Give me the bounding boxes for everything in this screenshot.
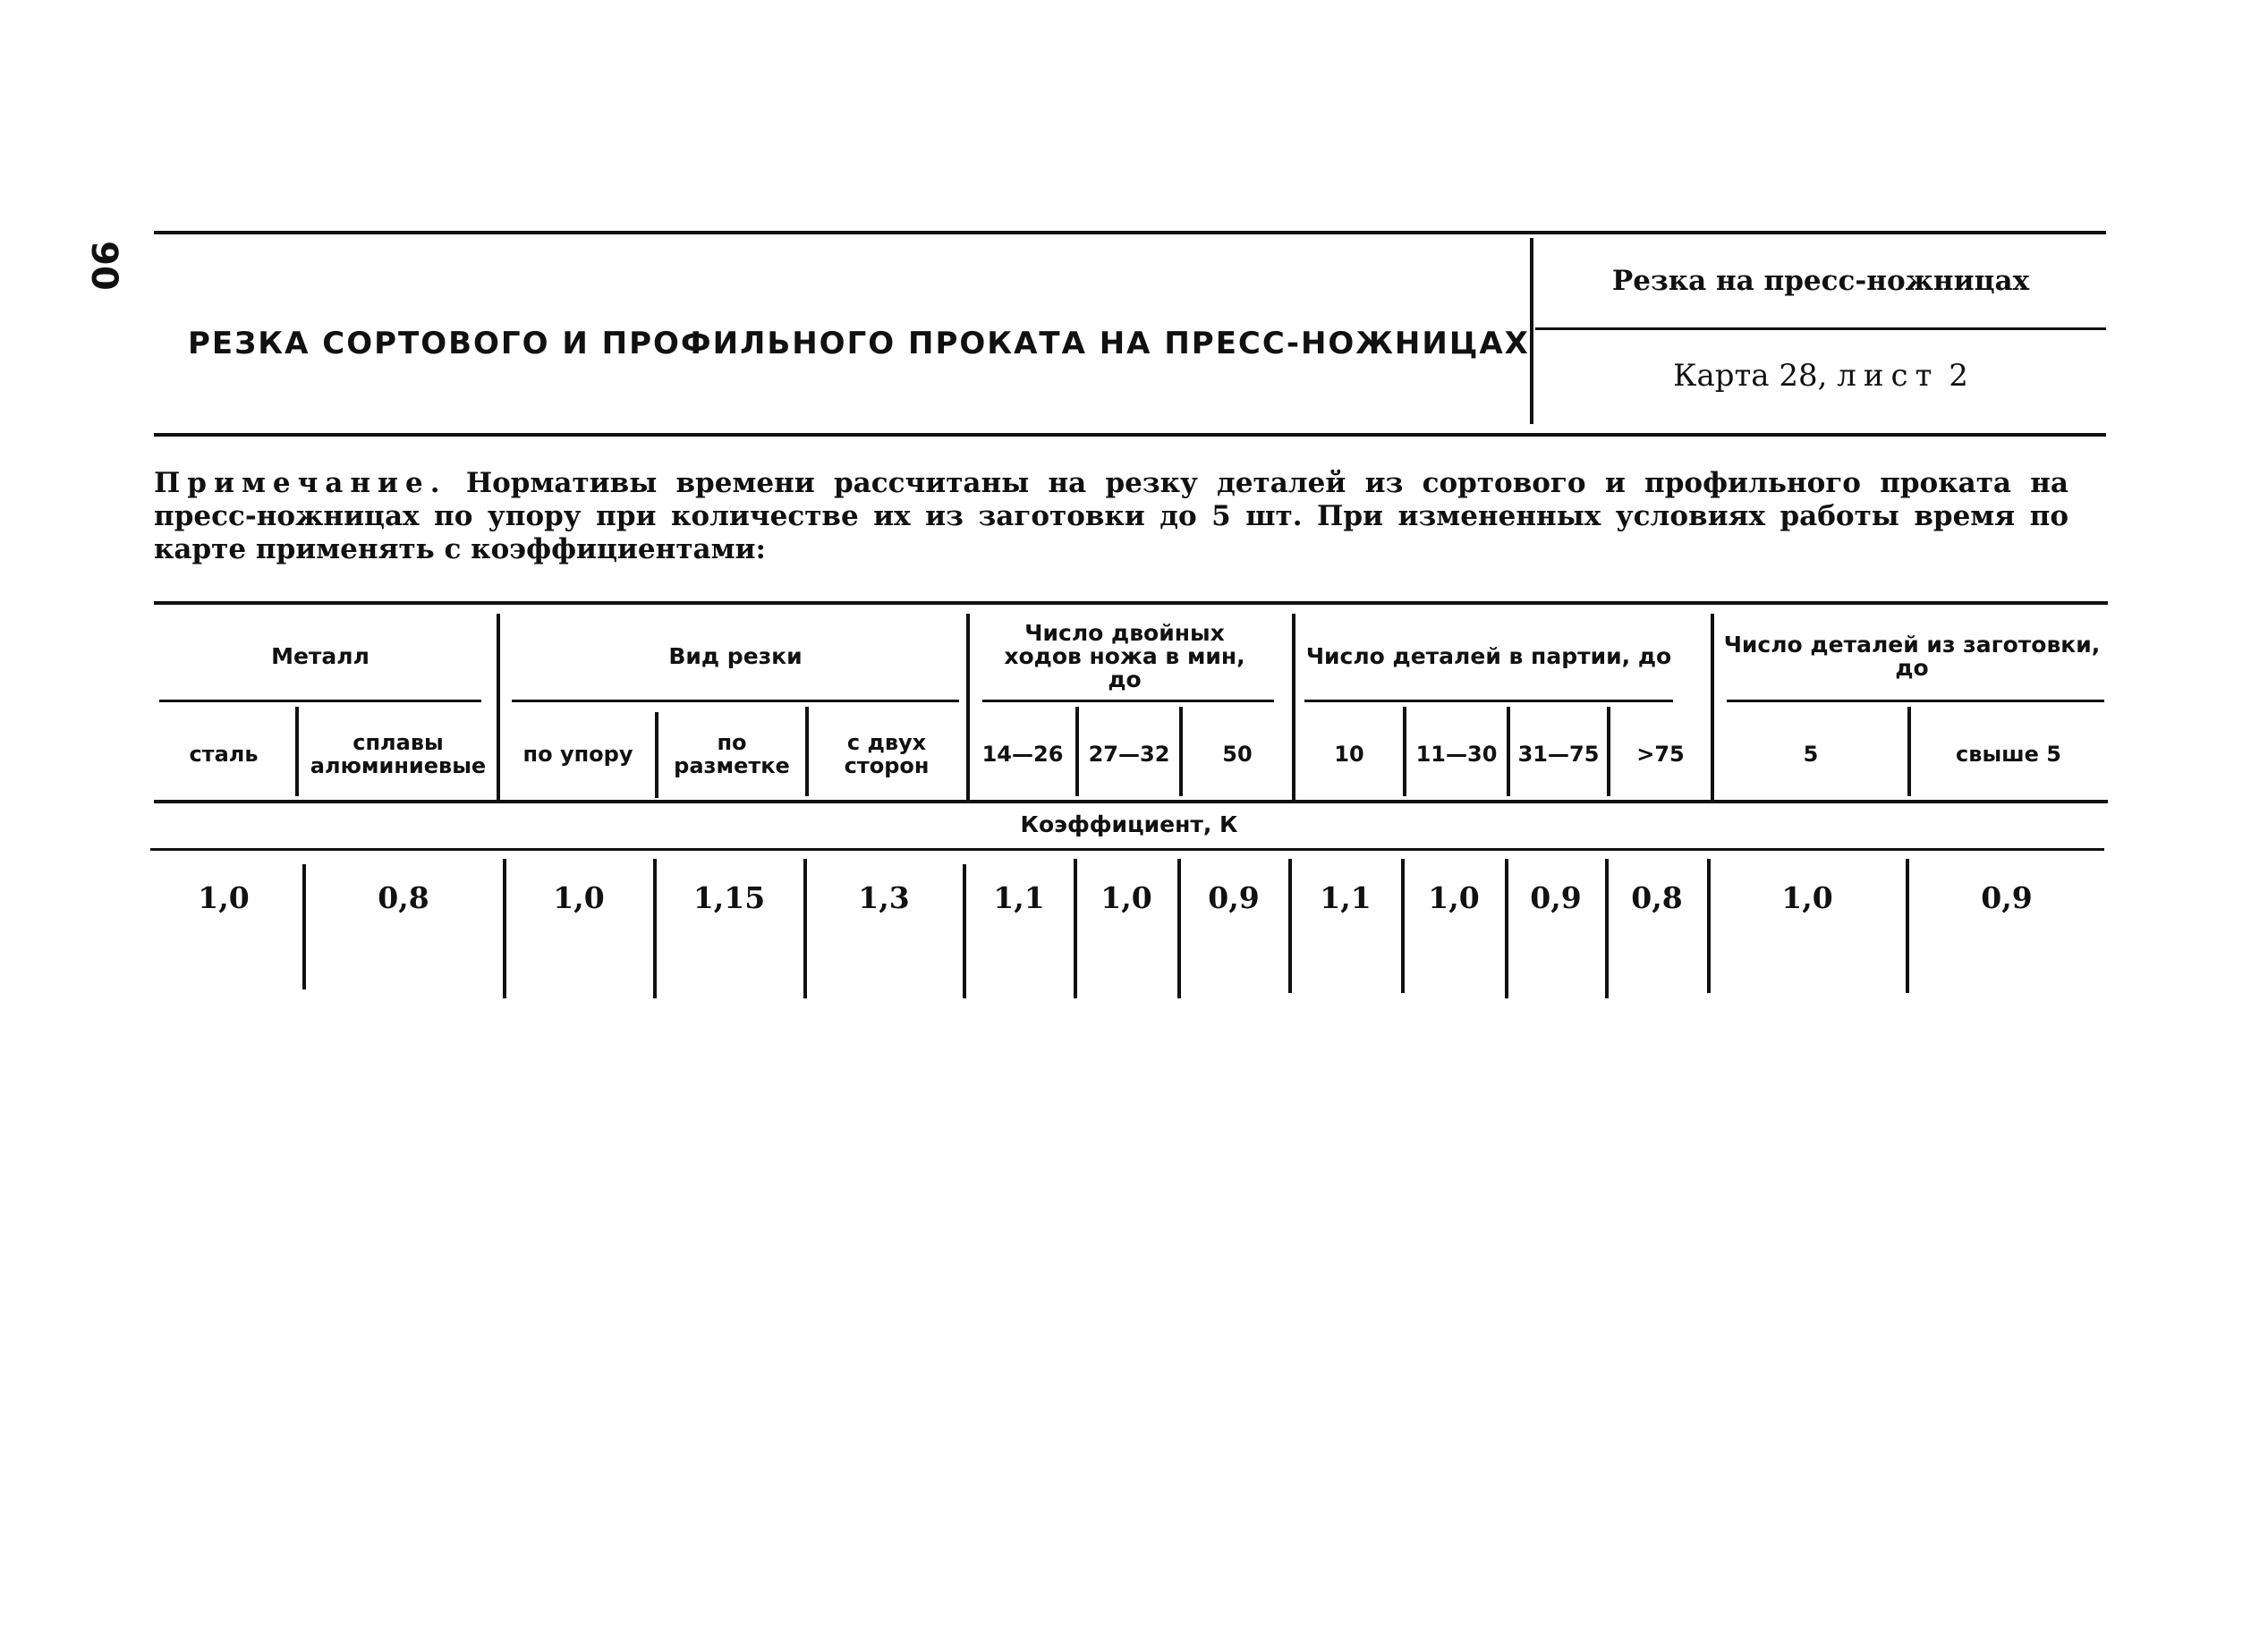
sub-sep-batch-3 [1607, 707, 1610, 796]
subheader-by-marking: по разметке [674, 730, 790, 778]
subheader-batch-31-75: 31—75 [1517, 742, 1600, 767]
value-parts-over-5: 0,9 [1981, 880, 2033, 915]
card-reference [1535, 358, 2106, 394]
subheader-strokes-50: 50 [1222, 742, 1253, 767]
subheader-two-sides: с двух сторон [844, 730, 930, 778]
header-bottom-rule [154, 433, 2106, 437]
value-parts-5: 1,0 [1781, 880, 1833, 915]
value-strokes-14-26: 1,1 [993, 880, 1045, 915]
section-title: Резка на пресс-ножницах [1611, 265, 2030, 297]
table-top-rule [154, 601, 2108, 605]
sub-sep-cut-1 [655, 712, 658, 798]
group-header-parts-per-blank: Число деталей из заготовки, до [1723, 632, 2101, 681]
group-sep-2 [966, 614, 970, 800]
sub-sep-cut-2 [805, 707, 809, 796]
sub-sep-blank [1907, 707, 1911, 796]
subheader-steel: сталь [189, 742, 259, 767]
sub-sep-batch-1 [1403, 707, 1406, 796]
value-by-stop: 1,0 [553, 880, 605, 915]
group-header-cut-type: Вид резки [668, 643, 803, 669]
subheader-aluminium-alloys: сплавы алюминиевые [310, 730, 487, 778]
coefficient-bottom-rule [150, 848, 2104, 851]
value-by-marking: 1,15 [692, 880, 766, 915]
group-sep-1 [497, 614, 500, 800]
card-sheet-word: лист [1837, 358, 1940, 394]
page-title: РЕЗКА СОРТОВОГО И ПРОФИЛЬНОГО ПРОКАТА НА ПРЕСС-НОЖНИЦАХ [188, 326, 1530, 361]
sub-sep-strokes-2 [1179, 707, 1183, 796]
group-underline-blank [1727, 700, 2104, 702]
value-steel: 1,0 [198, 880, 250, 915]
value-strokes-27-32: 1,0 [1100, 880, 1152, 915]
group-underline-metal [159, 700, 481, 702]
group-underline-strokes [982, 700, 1274, 702]
group-underline-batch [1304, 700, 1673, 702]
subheader-batch-10: 10 [1334, 742, 1364, 767]
value-batch-10: 1,1 [1320, 880, 1372, 915]
group-underline-cut [512, 700, 959, 702]
value-batch-31-75: 0,9 [1530, 880, 1582, 915]
value-two-sides: 1,3 [858, 880, 910, 915]
group-header-metal: Металл [271, 643, 370, 669]
sub-sep-strokes-1 [1075, 707, 1079, 796]
subheader-parts-5: 5 [1803, 742, 1819, 767]
group-sep-3 [1292, 614, 1295, 800]
sub-sep-metal [295, 707, 299, 796]
subheader-parts-over-5: свыше 5 [1956, 742, 2061, 767]
page-number: 90 [82, 241, 124, 291]
table-header-bottom-rule [154, 800, 2108, 803]
note-text: Нормативы времени рассчитаны на резку деталей из сортового и профильного проката на пресс-ножницах по упору при количестве их из заготовки до 5 шт. При измененных условиях работы время по карте применять с коэффициентами: [154, 467, 2069, 565]
value-batch-over-75: 0,8 [1631, 880, 1683, 915]
value-sep-9 [1401, 859, 1405, 993]
subheader-strokes-14-26: 14—26 [981, 742, 1064, 767]
card-prefix: Карта 28, [1673, 358, 1828, 394]
header-top-rule [154, 231, 2106, 234]
sub-sep-batch-2 [1507, 707, 1510, 796]
value-aluminium-alloys: 0,8 [378, 880, 429, 915]
value-sep-12 [1707, 859, 1711, 993]
subheader-batch-over-75: >75 [1636, 742, 1685, 767]
coefficient-label: Коэффициент, К [1020, 811, 1238, 837]
value-sep-13 [1906, 859, 1909, 993]
group-header-batch-size: Число деталей в партии, до [1305, 643, 1672, 669]
note-paragraph [154, 467, 2068, 566]
note-lead: Примечание. [154, 467, 447, 499]
group-sep-4 [1711, 614, 1714, 800]
header-divider [1530, 238, 1533, 424]
header-right-divider [1535, 327, 2106, 330]
subheader-by-stop: по упору [522, 742, 633, 767]
subheader-batch-11-30: 11—30 [1415, 742, 1498, 767]
value-sep-8 [1288, 859, 1292, 993]
value-batch-11-30: 1,0 [1428, 880, 1480, 915]
subheader-strokes-27-32: 27—32 [1088, 742, 1170, 767]
group-header-double-strokes: Число двойных ходов ножа в мин, до [1004, 620, 1245, 692]
card-sheet-number: 2 [1949, 358, 1968, 394]
value-strokes-50: 0,9 [1208, 880, 1260, 915]
